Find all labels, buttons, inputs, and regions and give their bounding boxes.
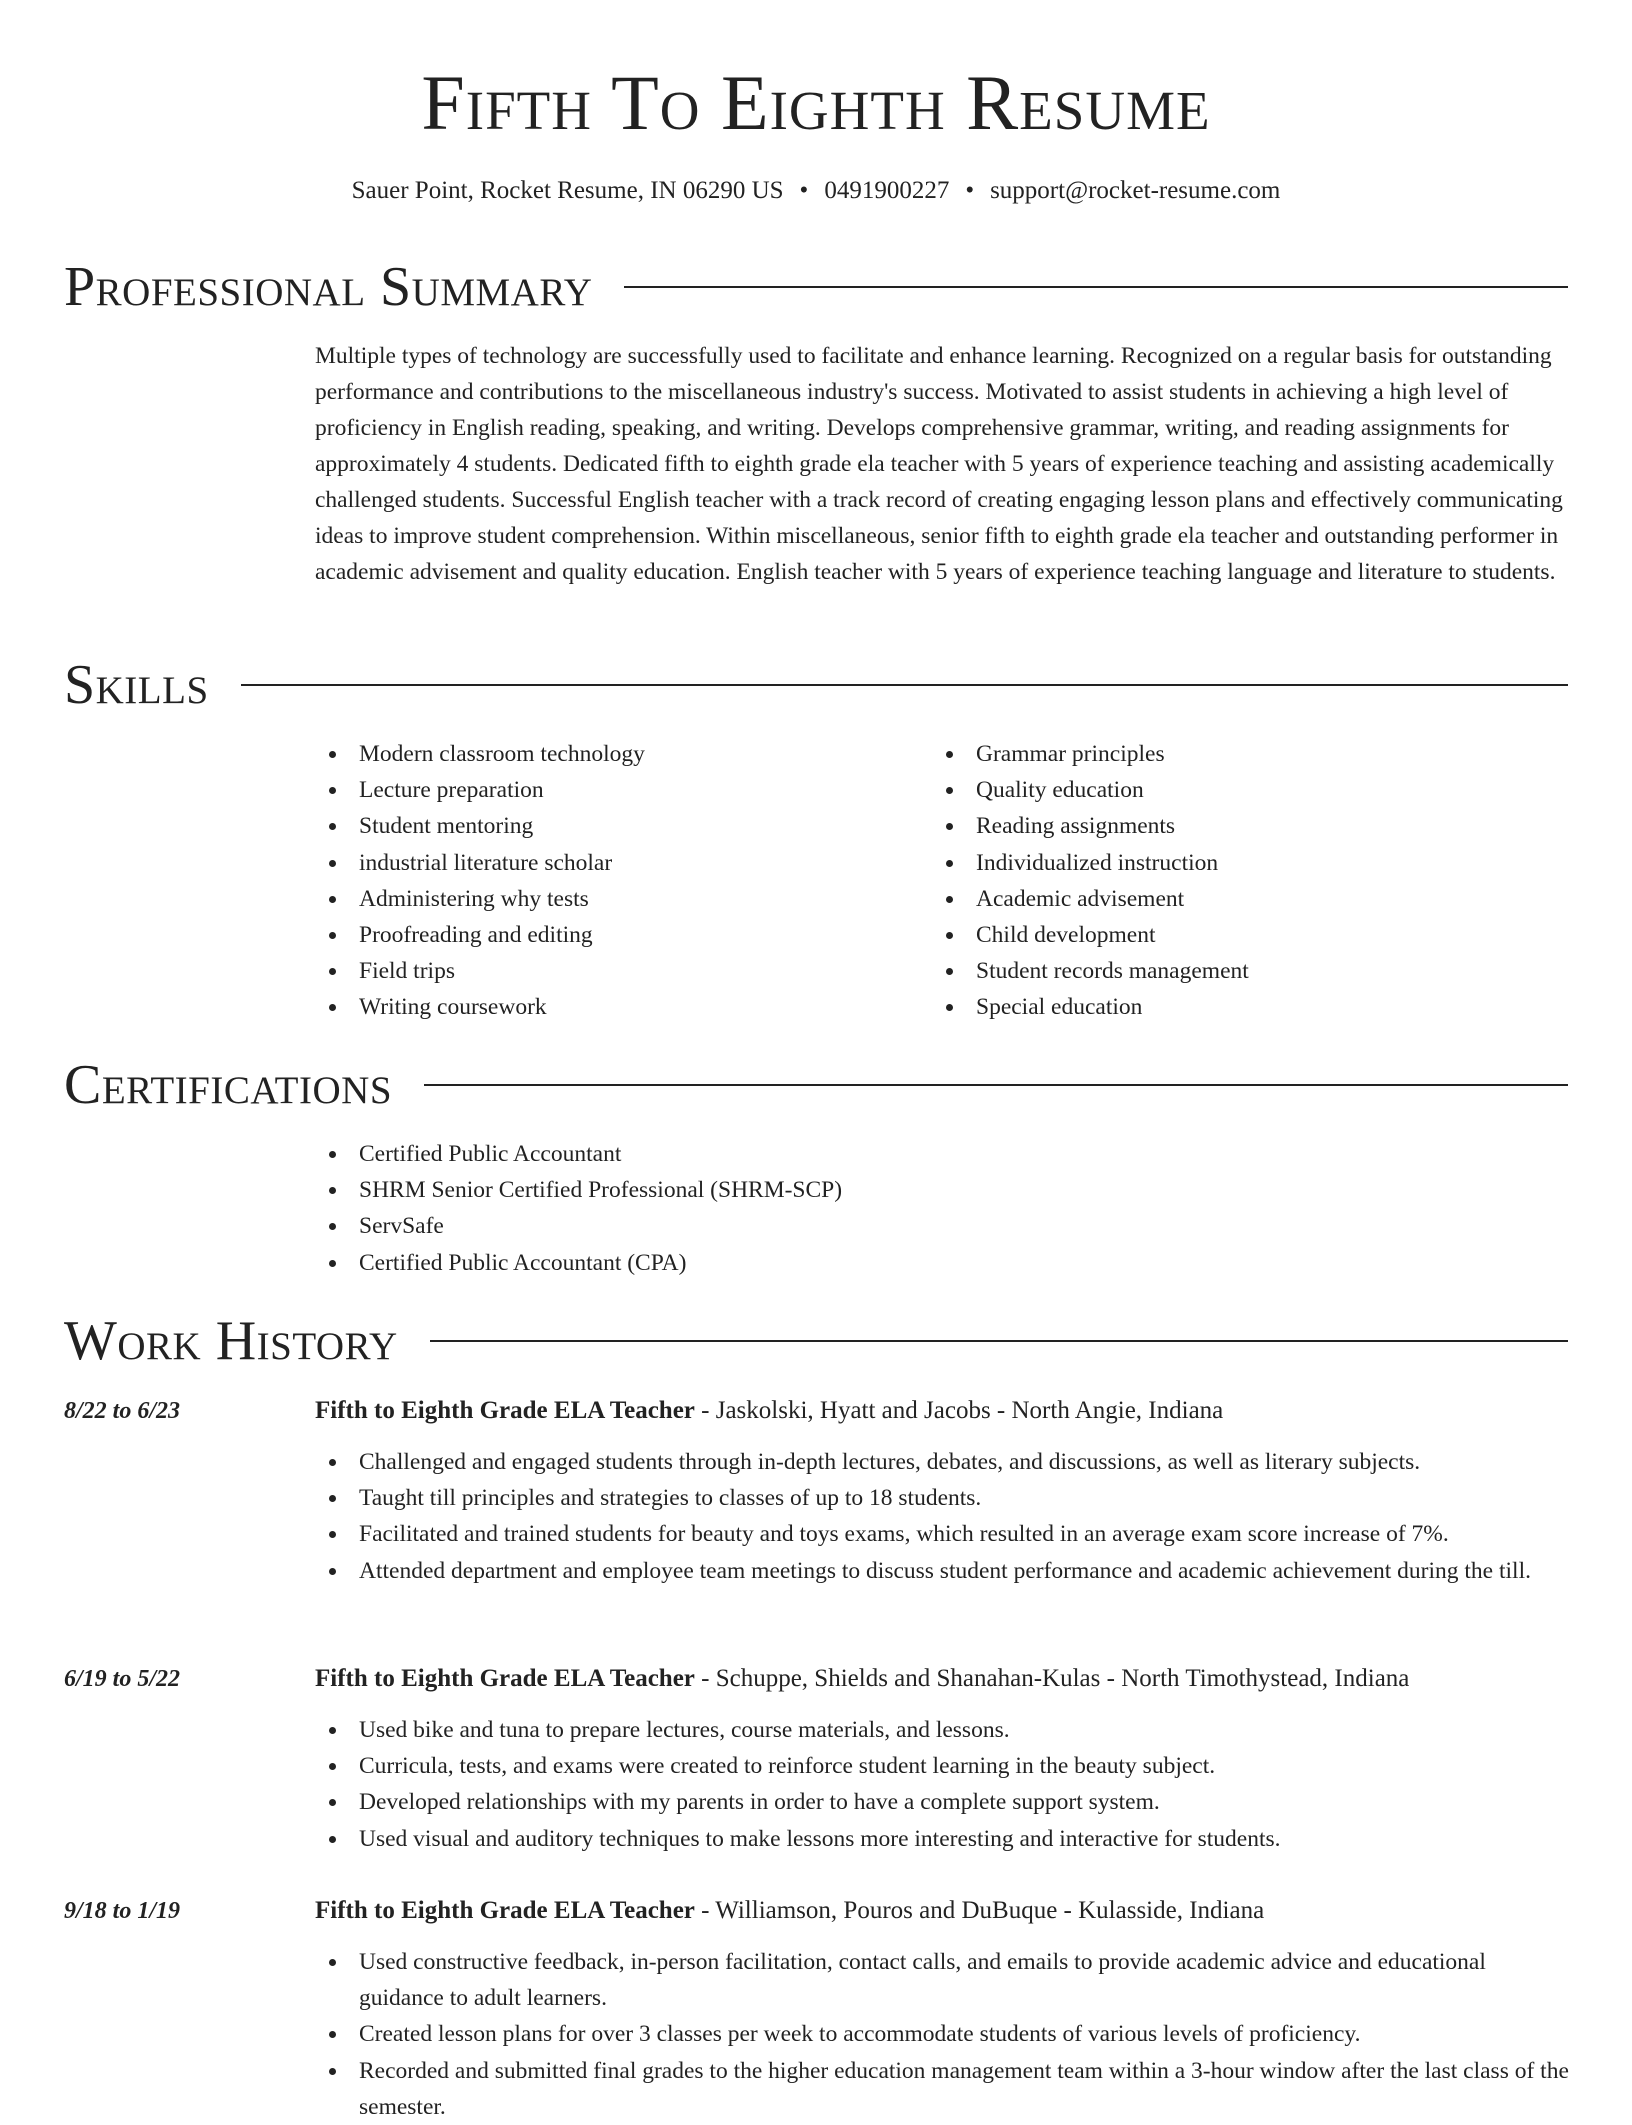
certification-item: ServSafe bbox=[315, 1208, 1315, 1244]
skill-item: Modern classroom technology bbox=[315, 736, 915, 772]
job-title: Fifth to Eighth Grade ELA Teacher bbox=[315, 1897, 695, 1924]
contact-separator: • bbox=[965, 177, 975, 204]
job-bullet-list bbox=[315, 1444, 1570, 1589]
skill-item: Special education bbox=[932, 989, 1532, 1025]
contact-separator: • bbox=[799, 177, 809, 204]
job-bullet-item: Used bike and tuna to prepare lectures, course materials, and lessons. bbox=[315, 1712, 1570, 1748]
summary-section-title: Professional Summary bbox=[64, 256, 593, 318]
skill-item: industrial literature scholar bbox=[315, 845, 915, 881]
contact-line bbox=[0, 174, 1632, 208]
skill-item: Writing coursework bbox=[315, 989, 915, 1025]
job-bullets bbox=[315, 1944, 1570, 2125]
job-bullet-list bbox=[315, 1712, 1570, 1857]
certifications-section-header bbox=[64, 1053, 1568, 1117]
skills-column-left bbox=[315, 736, 915, 1026]
skill-item: Academic advisement bbox=[932, 881, 1532, 917]
section-divider bbox=[241, 684, 1568, 686]
certifications-block bbox=[315, 1136, 1315, 1281]
resume-name: Fifth To Eighth Resume bbox=[421, 59, 1211, 146]
job-bullet-item: Facilitated and trained students for beauty and toys exams, which resulted in an average exam score increase of 7%. bbox=[315, 1516, 1570, 1552]
job-bullet-item: Used constructive feedback, in-person facilitation, contact calls, and emails to provide academic advice and educational guidance to adult learners. bbox=[315, 1944, 1570, 2016]
certification-item: Certified Public Accountant (CPA) bbox=[315, 1245, 1315, 1281]
skill-item: Field trips bbox=[315, 953, 915, 989]
skill-item: Lecture preparation bbox=[315, 772, 915, 808]
job-bullet-item: Attended department and employee team meetings to discuss student performance and academic achievement during the till. bbox=[315, 1553, 1570, 1589]
summary-text: Multiple types of technology are successfully used to facilitate and enhance learning. Recognized on a regular basis for outstanding performance and contributions to the miscellaneous industry's success. Motivated to assist students in achieving a high level of proficiency in English reading, speaking, and writing. Develops comprehensive grammar, writing, and reading assignments for approximately 4 students. Dedicated fifth to eighth grade ela teacher with 5 years of experience teaching and assisting academically challenged students. Successful English teacher with a track record of creating engaging lesson plans and effectively communicating ideas to improve student comprehension. Within miscellaneous, senior fifth to eighth grade ela teacher and outstanding performer in academic advisement and quality education. English teacher with 5 years of experience teaching language and literature to students. bbox=[315, 343, 1563, 585]
job-bullet-item: Curricula, tests, and exams were created to reinforce student learning in the beauty subject. bbox=[315, 1748, 1570, 1784]
job-bullet-item: Developed relationships with my parents in order to have a complete support system. bbox=[315, 1784, 1570, 1820]
certification-item: SHRM Senior Certified Professional (SHRM-SCP) bbox=[315, 1172, 1315, 1208]
section-divider bbox=[430, 1340, 1568, 1342]
skills-column-right bbox=[932, 736, 1532, 1026]
job-bullets bbox=[315, 1444, 1570, 1589]
skill-item: Administering why tests bbox=[315, 881, 915, 917]
job-bullet-item: Challenged and engaged students through in-depth lectures, debates, and discussions, as well as literary subjects. bbox=[315, 1444, 1570, 1480]
job-employer: - Schuppe, Shields and Shanahan-Kulas - North Timothystead, Indiana bbox=[694, 1665, 1410, 1692]
job-dates: 6/19 to 5/22 bbox=[64, 1666, 181, 1692]
skill-item: Reading assignments bbox=[932, 808, 1532, 844]
certifications-section-title: Certifications bbox=[64, 1054, 393, 1116]
job-bullet-item: Created lesson plans for over 3 classes per week to accommodate students of various levels of proficiency. bbox=[315, 2016, 1570, 2052]
skill-item: Student mentoring bbox=[315, 808, 915, 844]
summary-section-header bbox=[64, 255, 1568, 319]
contact-phone: 0491900227 bbox=[824, 177, 950, 204]
skill-item: Individualized instruction bbox=[932, 845, 1532, 881]
job-title: Fifth to Eighth Grade ELA Teacher bbox=[315, 1665, 695, 1692]
job-heading bbox=[315, 1893, 1570, 1929]
skill-item: Proofreading and editing bbox=[315, 917, 915, 953]
job-title: Fifth to Eighth Grade ELA Teacher bbox=[315, 1397, 695, 1424]
job-dates: 8/22 to 6/23 bbox=[64, 1398, 181, 1424]
job-bullet-item: Taught till principles and strategies to classes of up to 18 students. bbox=[315, 1480, 1570, 1516]
job-heading bbox=[315, 1393, 1570, 1429]
skill-item: Student records management bbox=[932, 953, 1532, 989]
skills-section-header bbox=[64, 653, 1568, 717]
job-bullet-list bbox=[315, 1944, 1570, 2125]
section-divider bbox=[624, 286, 1568, 288]
skill-item: Quality education bbox=[932, 772, 1532, 808]
work-section-header bbox=[64, 1309, 1568, 1373]
skill-item: Child development bbox=[932, 917, 1532, 953]
job-bullets bbox=[315, 1712, 1570, 1857]
job-employer: - Williamson, Pouros and DuBuque - Kulasside, Indiana bbox=[694, 1897, 1265, 1924]
job-bullet-item: Used visual and auditory techniques to make lessons more interesting and interactive for students. bbox=[315, 1821, 1570, 1857]
skill-item: Grammar principles bbox=[932, 736, 1532, 772]
job-dates: 9/18 to 1/19 bbox=[64, 1898, 181, 1924]
job-heading bbox=[315, 1661, 1570, 1697]
section-divider bbox=[424, 1084, 1568, 1086]
skills-section-title: Skills bbox=[64, 654, 209, 716]
skills-list-right bbox=[932, 736, 1532, 1026]
job-employer: - Jaskolski, Hyatt and Jacobs - North Angie, Indiana bbox=[694, 1397, 1224, 1424]
contact-email: support@rocket-resume.com bbox=[990, 177, 1281, 204]
skills-list-left bbox=[315, 736, 915, 1026]
contact-address: Sauer Point, Rocket Resume, IN 06290 US bbox=[351, 177, 784, 204]
certifications-list bbox=[315, 1136, 1315, 1281]
job-bullet-item: Recorded and submitted final grades to the higher education management team within a 3-hour window after the last class of the semester. bbox=[315, 2053, 1570, 2125]
certification-item: Certified Public Accountant bbox=[315, 1136, 1315, 1172]
work-section-title: Work History bbox=[64, 1310, 398, 1372]
